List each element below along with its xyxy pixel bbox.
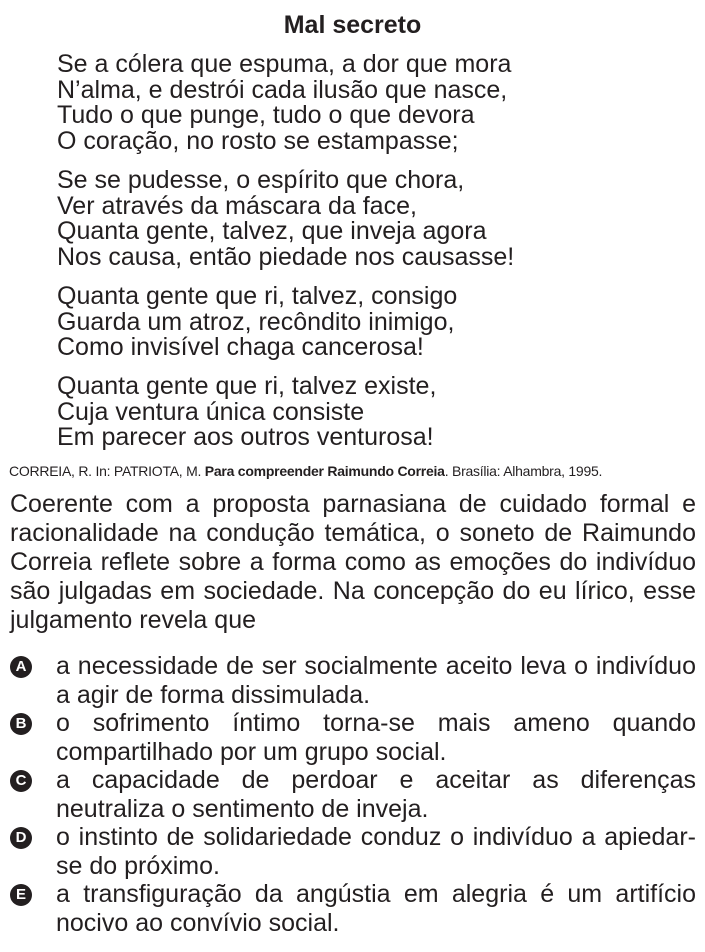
alternative-e[interactable] [10,880,696,937]
option-text: a necessidade de ser socialmente aceito leva o indivíduo a agir de forma dissimulada. [56,652,696,709]
poem-verse: Guarda um atroz, recôndito inimigo, [57,307,455,336]
poem-verse: Tudo o que punge, tudo o que devora [57,101,475,130]
option-letter-badge: B [10,713,32,735]
source-citation [9,462,602,480]
source-book-title: Para compreender Raimundo Correia [204,463,445,479]
poem-verse: Como invisível chaga cancerosa! [57,333,424,362]
poem-stanza-4 [57,374,436,451]
poem-verse: Em parecer aos outros venturosa! [57,423,434,452]
question-stem: Coerente com a proposta parnasiana de cuidado formal e racionalidade na condução temática, o soneto de Raimundo Correia reflete sobre a forma como as emoções do indivíduo são julgadas em sociedade. Na concepção do eu lírico, esse julgamento revela que [10,490,696,634]
alternative-a[interactable] [10,652,696,709]
option-text: a capacidade de perdoar e aceitar as diferenças neutraliza o sentimento de inveja. [56,766,696,823]
option-letter-badge: E [10,884,32,906]
poem-verse: Se a cólera que espuma, a dor que mora [57,50,512,78]
alternative-b[interactable] [10,709,696,766]
poem-verse: Cuja ventura única consiste [57,397,365,426]
poem-verse: Nos causa, então piedade nos causasse! [57,242,515,271]
poem-verse: O coração, no rosto se estampasse; [57,126,459,155]
poem-verse: Ver através da máscara da face, [57,191,417,220]
alternative-c[interactable] [10,766,696,823]
poem-verse: Se se pudesse, o espírito que chora, [57,166,465,194]
poem-stanza-3 [57,284,457,361]
option-letter-badge: A [10,656,32,678]
poem-stanza-1 [57,52,511,154]
alternative-d[interactable] [10,823,696,880]
poem-verse: N’alma, e destrói cada ilusão que nasce, [57,75,508,104]
option-letter-badge: D [10,827,32,849]
poem-title: Mal secreto [283,11,422,39]
poem-stanza-2 [57,168,514,270]
poem-verse: Quanta gente que ri, talvez, consigo [57,282,458,310]
poem-verse: Quanta gente, talvez, que inveja agora [57,217,487,246]
source-prefix: CORREIA, R. In: PATRIOTA, M. [9,463,205,479]
poem-verse: Quanta gente que ri, talvez existe, [57,372,437,400]
option-text: a transfiguração da angústia em alegria é um artifício nocivo ao convívio social. [56,880,696,937]
option-text: o instinto de solidariedade conduz o indivíduo a apiedar-se do próximo. [56,823,696,880]
option-text: o sofrimento íntimo torna-se mais ameno quando compartilhado por um grupo social. [56,709,696,766]
option-letter-badge: C [10,770,32,792]
source-suffix: . Brasília: Alhambra, 1995. [444,463,603,479]
